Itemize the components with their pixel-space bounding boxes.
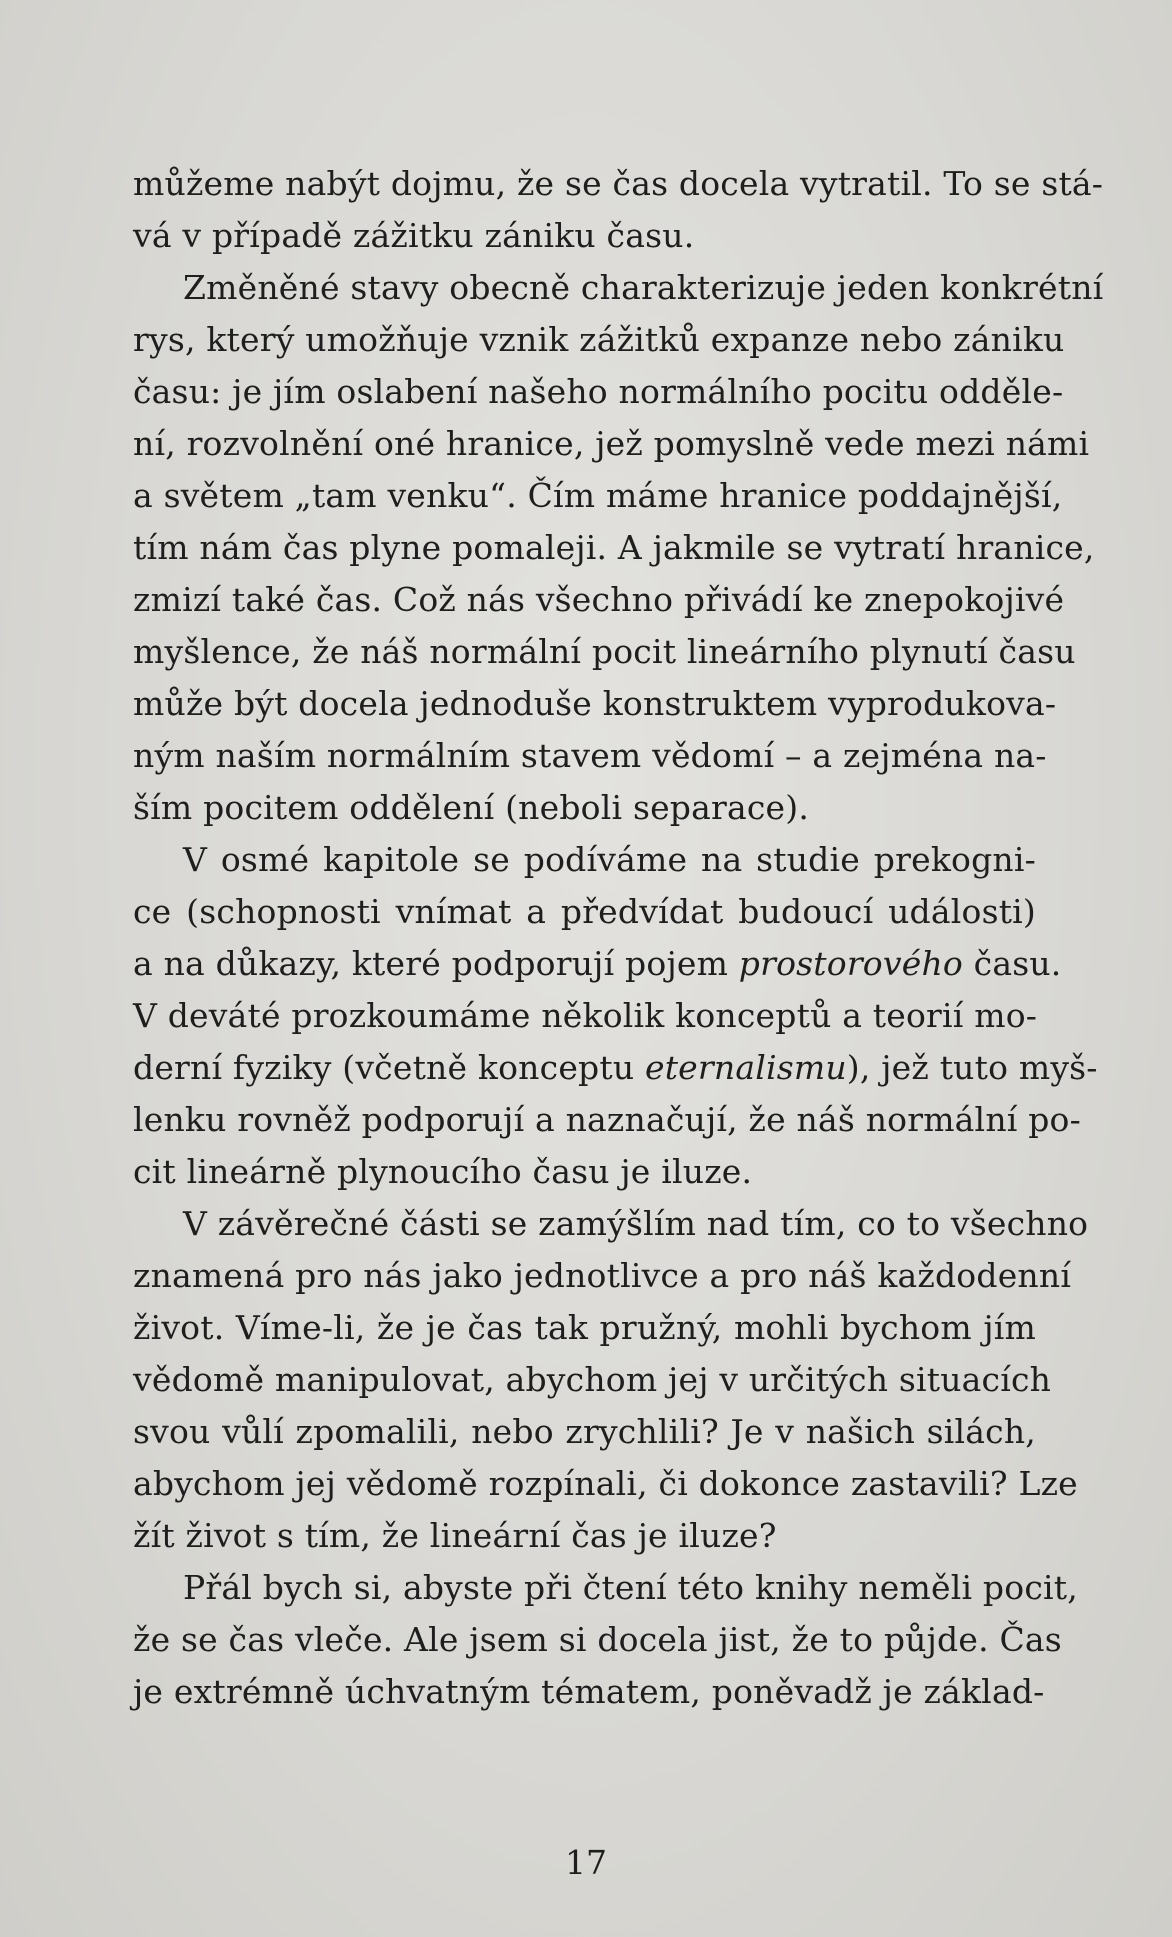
text-line: lenku rovněž podporují a naznačují, že náš normální po- — [133, 1100, 1081, 1139]
text-line: život. Víme-li, že je čas tak pružný, mohli bychom jím — [133, 1308, 1036, 1347]
text-line: znamená pro nás jako jednotlivce a pro náš každodenní — [133, 1256, 1072, 1295]
text-line: ným naším normálním stavem vědomí – a zejména na- — [133, 736, 1047, 775]
text-line: abychom jej vědomě rozpínali, či dokonce zastavili? Lze — [133, 1464, 1078, 1503]
text-run: derní fyziky (včetně konceptu — [133, 1048, 645, 1087]
text-run: ), jež tuto myš- — [846, 1048, 1098, 1087]
italic-term: eternalismu — [644, 1048, 847, 1087]
text-line: je extrémně úchvatným tématem, poněvadž je základ- — [133, 1672, 1045, 1711]
text-line: rys, který umožňuje vznik zážitků expanze nebo zániku — [133, 320, 1065, 359]
text-line: že se čas vleče. Ale jsem si docela jist, že to půjde. Čas — [133, 1620, 1062, 1659]
text-line: zmizí také čas. Což nás všechno přivádí ke znepokojivé — [133, 580, 1065, 619]
page-body-text — [133, 158, 1104, 1718]
text-line: času: je jím oslabení našeho normálního pocitu odděle- — [133, 372, 1064, 411]
page-number: 17 — [565, 1843, 607, 1882]
text-line: V závěrečné části se zamýšlím nad tím, co to všechno — [183, 1204, 1089, 1243]
text-line: cit lineárně plynoucího času je iluze. — [133, 1152, 753, 1191]
text-line: a světem „tam venku“. Čím máme hranice poddajnější, — [133, 476, 1063, 515]
text-line: ce (schopnosti vnímat a předvídat budoucí události) — [133, 892, 1036, 931]
text-line: tím nám čas plyne pomaleji. A jakmile se vytratí hranice, — [133, 528, 1095, 567]
text-line: Přál bych si, abyste při čtení této knihy neměli pocit, — [183, 1568, 1078, 1607]
text-line: V deváté prozkoumáme několik konceptů a teorií mo- — [133, 996, 1038, 1035]
text-line: může být docela jednoduše konstruktem vyprodukova- — [133, 684, 1057, 723]
text-line: Změněné stavy obecně charakterizuje jeden konkrétní — [183, 268, 1104, 307]
text-line-with-italic — [133, 1042, 1098, 1094]
text-line: ní, rozvolnění oné hranice, jež pomyslně vede mezi námi — [133, 424, 1090, 463]
text-line: V osmé kapitole se podíváme na studie prekogni- — [183, 840, 1036, 879]
text-line: vědomě manipulovat, abychom jej v určitých situacích — [133, 1360, 1052, 1399]
italic-term: prostorového — [738, 944, 963, 983]
text-line-with-italic — [133, 938, 1062, 990]
text-line: myšlence, že náš normální pocit lineárního plynutí času — [133, 632, 1076, 671]
text-line: můžeme nabýt dojmu, že se čas docela vytratil. To se stá- — [133, 164, 1104, 203]
text-line: žít život s tím, že lineární čas je iluze? — [133, 1516, 777, 1555]
text-line: svou vůlí zpomalili, nebo zrychlili? Je v našich silách, — [133, 1412, 1036, 1451]
text-run: a na důkazy, které podporují pojem — [133, 944, 739, 983]
text-run: času. — [962, 944, 1062, 983]
text-line: vá v případě zážitku zániku času. — [133, 216, 695, 255]
text-line: ším pocitem oddělení (neboli separace). — [133, 788, 810, 827]
